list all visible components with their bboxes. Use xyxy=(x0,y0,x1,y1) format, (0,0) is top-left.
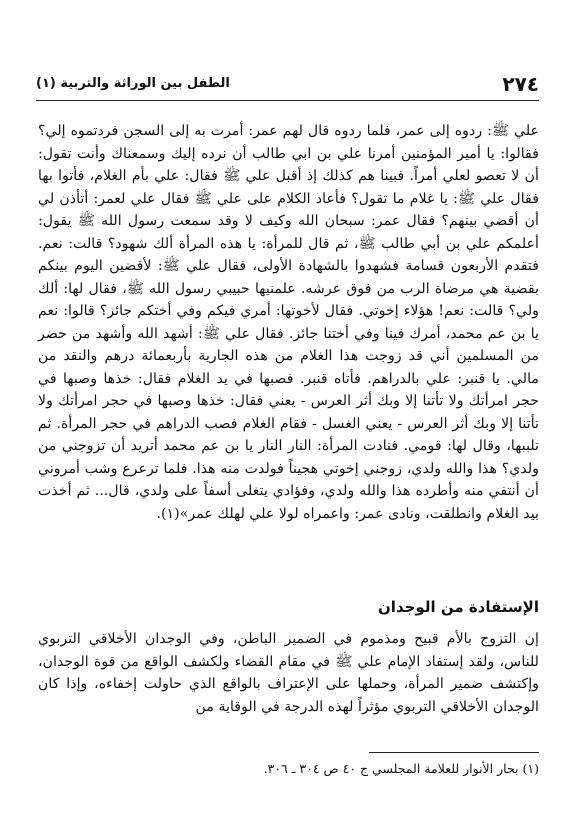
footnote-divider xyxy=(369,752,539,753)
body-paragraph: علي ﷺ: ردوه إلى عمر، فلما ردوه قال لهم عمر: أمرت به إلى السجن فردتموه إلي؟ فقالوا: يا أمير المؤمنين أمرنا علي بن ابي طالب أن نرده إليك وسمعناك وأنت تقول: أن لا تعصو لعلي أمراً. فبينا هم كذلك إذ أقبل علي ﷺ فقال: علي بأم الغلام، فأتوا بها فقال علي ﷺ: يا غلام ما تقول؟ فأعاد الكلام على علي ﷺ فقال علي لعمر: أتأذن لي أن أقضي بينهم؟ فقال عمر: سبحان الله وكيف لا وقد سمعت رسول الله ﷺ يقول: أعلمكم علي بن أبي طالب ﷺ، ثم قال للمرأة: يا هذه المرأة ألك شهود؟ قالت: نعم. فتقدم الأربعون قسامة فشهدوا بالشهادة الأولى، فقال علي ﷺ: لأقضين اليوم بينكم بقضية هي مرضاة الرب من فوق عرشه. علمنيها حبيبي رسول الله ﷺ، فقال لها: ألك ولي؟ قالت: نعم! هؤلاء إخوتي. فقال لأخوتها: أمري فيكم وفي أختكم جائز؟ قالوا: نعم يا بن عم محمد، أمرك فينا وفي أختنا جائز. فقال علي ﷺ: أشهد الله وأشهد من حضر من المسلمين أني قد زوجت هذا الغلام من هذه الجارية بأربعمائة درهم والنقد من مالي. يا قنبر: علي بالدراهم. فأتاه قنبر. فصبها في يد الغلام فقال: خذها وصبها في حجر امرأتك ولا تأتنا إلا وبك أثر العرس - يعني فقال: خذها وصبها في حجر امرأتك ولا تأتنا إلا وبك أثر العرس - يعني الغسل - فقام الغلام فصب الدراهم في حجر المرأة. ثم تلببها، وقال لها: قومي. فنادت المرأة: النار النار يا بن عم محمد أتريد أن تزوجني من ولدي؟ هذا والله ولدي، زوجني إخوتي هجيناً فولدت منه هذا. فلما ترعرع وشب أمروني أن أنتفي منه وأطرده هذا والله ولدي، وفؤادي يتغلى أسفاً على ولدي، قال... ثم أخذت بيد الغلام وانطلقت، ونادى عمر: واعمراه لولا علي لهلك عمر»(١). xyxy=(38,123,539,522)
running-title: الطفل بين الوراثة والتربية (١) xyxy=(36,76,230,91)
section-heading: الإستفادة من الوجدان xyxy=(378,598,539,616)
page-header xyxy=(36,70,539,101)
section-paragraph: إن التزوج بالأم قبيح ومذموم في الضمير الباطن، وفي الوجدان الأخلاقي التربوي للناس، ولقد إستفاد الإمام علي ﷺ في مقام القضاء ولكشف الواقع من قوة الوجدان، وإكتشف ضمير المرأة، وحملها على الإعتراف بالواقع الذي حاولت إخفاءه، وإذا كان الوجدان الأخلاقي التربوي مؤثراً لهذه الدرجة في الوقاية من xyxy=(38,631,539,715)
footnote: (١) بحار الأنوار للعلامة المجلسي ج ٤٠ ص ٣٠٤ ـ ٣٠٦. xyxy=(263,761,539,776)
page-number: ٢٧٤ xyxy=(502,72,539,96)
